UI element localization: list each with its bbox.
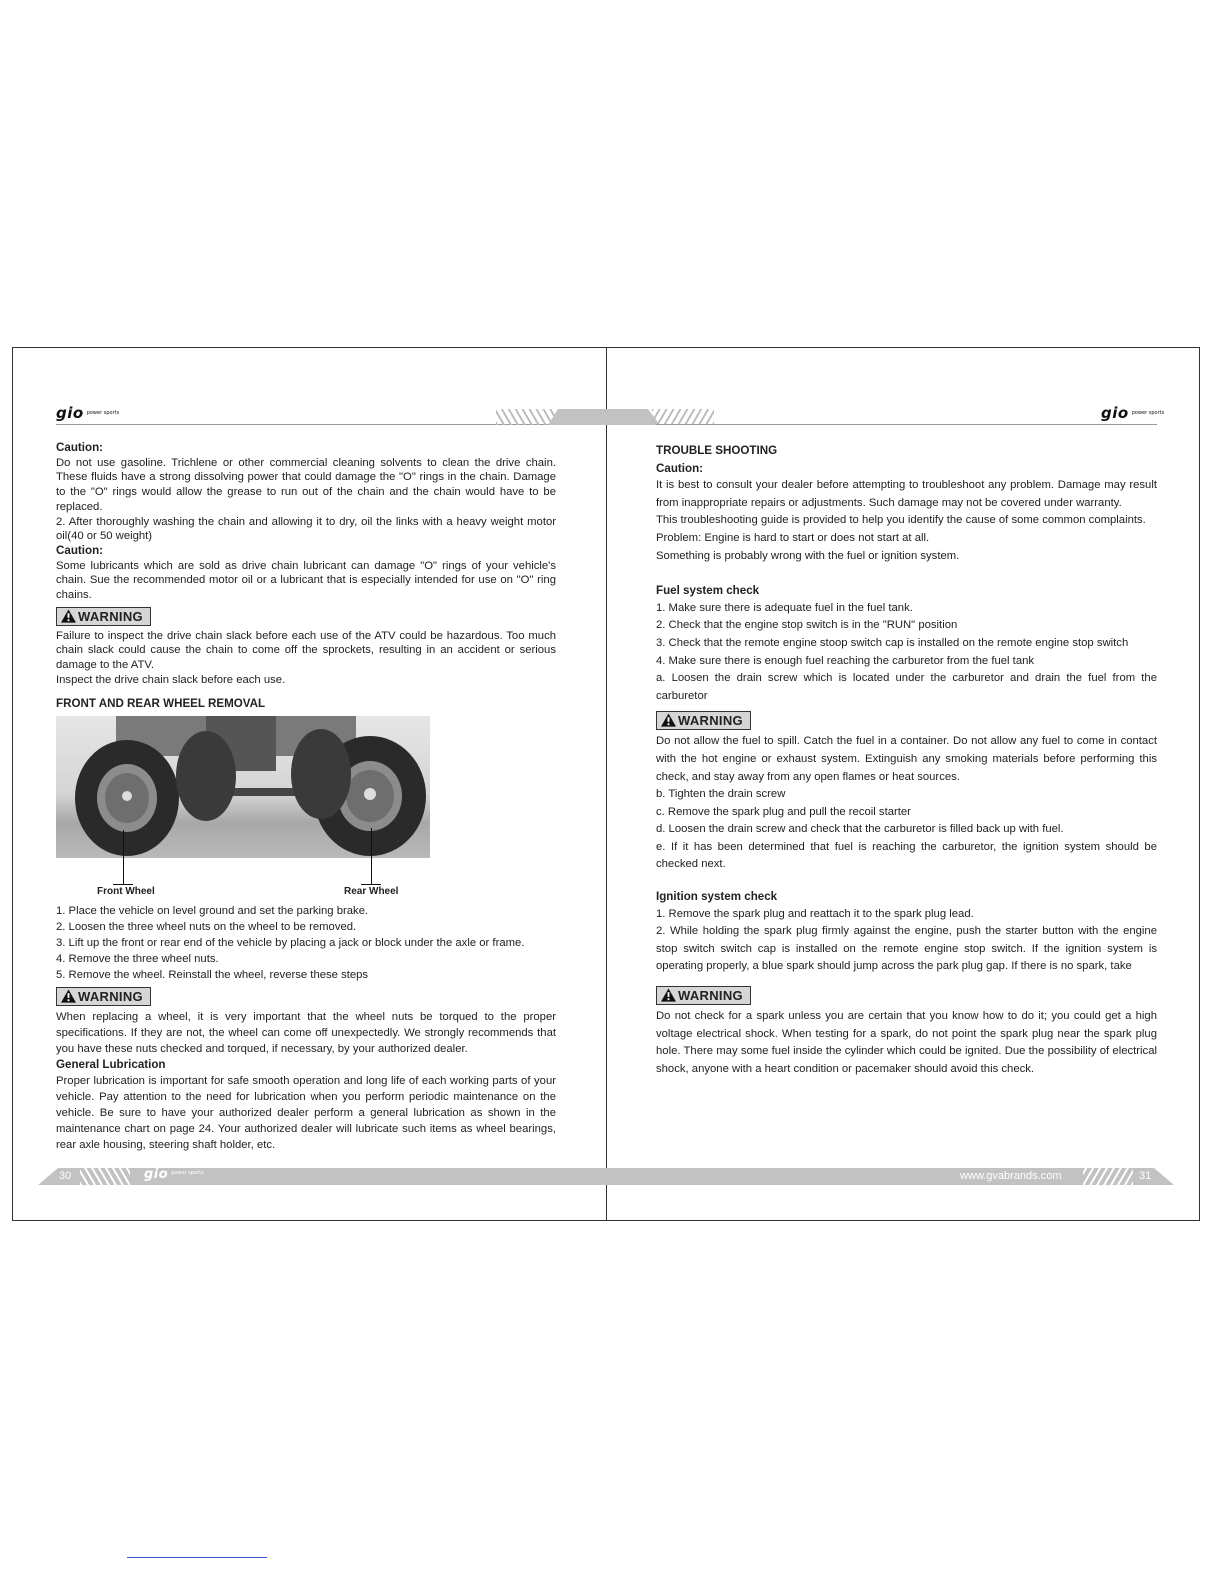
list-item: a. Loosen the drain screw which is located under the carburetor and drain the fuel from the carburetor (656, 672, 1157, 702)
section-heading: Ignition system check (656, 890, 778, 904)
caution-text: Do not use gasoline. Trichlene or other commercial cleaning solvents to clean the drive chain. These fluids have a strong dissolving power that could damage the "O" rings in the chain. Damage to the "O" rings would allow the grease to run out of the chain and the chain would have to be replaced. (56, 456, 556, 513)
rear-wheel-label: Rear Wheel (344, 886, 399, 897)
caution-title: Caution: (656, 461, 704, 475)
atv-image (56, 716, 430, 858)
header-hatch-left (496, 409, 556, 425)
list-item: 2. Loosen the three wheel nuts on the wheel to be removed. (56, 921, 357, 933)
front-wheel-label: Front Wheel (97, 886, 155, 897)
paragraph: Problem: Engine is hard to start or does not start at all. (656, 531, 930, 544)
list-item: 5. Remove the wheel. Reinstall the wheel, reverse these steps (56, 969, 369, 981)
rear-wheel-leader (371, 828, 372, 884)
footer-hatch-left (80, 1168, 130, 1185)
section-heading: Fuel system check (656, 584, 760, 598)
atv-wheel-photo (56, 716, 430, 858)
section-heading: FRONT AND REAR WHEEL REMOVAL (56, 696, 266, 710)
front-wheel-leader-foot (113, 884, 133, 885)
footer-logo: gio $^{power sports}$ (144, 1167, 204, 1182)
warning-text: Do not check for a spark unless you are certain that you know how to do it; you could get a high voltage electrical shock. When testing for a spark, do not point the spark plug near the spark plug hole. There may some fuel inside the cylinder which could be ignited. Due the possibility of electrical shock, anyone with a heart condition or pacemaker should avoid this check. (656, 1010, 1157, 1075)
paragraph: Something is probably wrong with the fuel or ignition system. (656, 549, 960, 562)
list-item: 1. Place the vehicle on level ground and set the parking brake. (56, 905, 369, 917)
paragraph: Proper lubrication is important for safe smooth operation and long life of each working parts of your vehicle. Pay attention to the need for lubrication when you perform periodic maintenance on the vehicle. Be sure to have your authorized dealer perform a general lubrication as shown in the maintenance chart on page 24. Your authorized dealer will lubricate such items as wheel bearings, rear axle housing, steering shaft holder, etc. (56, 1075, 556, 1151)
warning-badge: WARNING (56, 607, 151, 626)
step-text: 2. After thoroughly washing the chain and allowing it to dry, oil the links with a heavy weight motor oil(40 or 50 weight) (56, 515, 556, 543)
right-page-column (656, 442, 1157, 1078)
warning-badge: WARNING (56, 987, 151, 1006)
header-rule-left (56, 424, 556, 425)
page-number-left: 30 (59, 1170, 72, 1182)
warning-badge: WARNING (656, 986, 751, 1005)
list-item: 1. Remove the spark plug and reattach it to the spark plug lead. (656, 907, 974, 920)
front-wheel-leader (123, 830, 124, 884)
header-rule-right (656, 424, 1157, 425)
warning-text: Failure to inspect the drive chain slack before each use of the ATV could be hazardous. Too much chain slack could cause the chain to come off the sprockets, resulting in an accident or serious damage to the ATV. (56, 629, 556, 672)
paragraph: This troubleshooting guide is provided to help you identify the cause of some common complaints. (656, 514, 1146, 527)
list-item: 4. Remove the three wheel nuts. (56, 953, 219, 965)
list-item: 2. Check that the engine stop switch is in the "RUN" position (656, 619, 958, 632)
left-page-column (56, 441, 556, 711)
page-divider (606, 347, 607, 1221)
brand-logo-right: gio $^{power sports}$ (1101, 404, 1165, 422)
section-heading: General Lubrication (56, 1058, 166, 1071)
list-item: 4. Make sure there is enough fuel reaching the carburetor from the fuel tank (656, 654, 1035, 667)
header-band (548, 409, 660, 425)
caution-text: It is best to consult your dealer before attempting to troubleshoot any problem. Damage may result from inappropriate repairs or adjustments. Such damage may not be covered under warranty. (656, 479, 1157, 509)
left-page-column-lower (56, 903, 556, 1153)
brand-logo-left: gio $^{power sports}$ (56, 404, 120, 422)
header-hatch-right (652, 409, 714, 425)
warning-triangle-icon (661, 713, 676, 727)
warning-text: Inspect the drive chain slack before each use. (56, 673, 286, 686)
list-item: 2. While holding the spark plug firmly against the engine, push the starter button with the engine stop switch switch cap is installed on the remote engine stop switch. If the ignition system is operating properly, a blue spark should jump across the park plug gap. If there is no spark, take (656, 925, 1157, 973)
list-item: d. Loosen the drain screw and check that the carburetor is filled back up with fuel. (656, 823, 1064, 836)
warning-text: Do not allow the fuel to spill. Catch the fuel in a container. Do not allow any fuel to come in contact with the hot engine or exhaust system. Extinguish any smoking materials before performing this check, and stay away from any open flames or heat sources. (656, 735, 1157, 783)
list-item: 1. Make sure there is adequate fuel in the fuel tank. (656, 601, 913, 614)
list-item: 3. Check that the remote engine stoop switch cap is installed on the remote engine stop switch (656, 636, 1129, 649)
caution-text: Some lubricants which are sold as drive chain lubricant can damage "O" rings of your vehicle's chain. Sue the recommended motor oil or a lubricant that is especially intended for use on "O" ring chains. (56, 559, 556, 602)
stray-link-underline (127, 1557, 267, 1558)
warning-triangle-icon (61, 609, 76, 623)
warning-triangle-icon (661, 988, 676, 1002)
warning-triangle-icon (61, 989, 76, 1003)
footer-hatch-right (1083, 1168, 1133, 1185)
page-number-right: 31 (1139, 1170, 1152, 1182)
list-item: c. Remove the spark plug and pull the recoil starter (656, 805, 911, 818)
warning-badge: WARNING (656, 711, 751, 730)
list-item: b. Tighten the drain screw (656, 788, 786, 801)
website-link[interactable]: www.gvabrands.com (960, 1170, 1062, 1182)
caution-title: Caution: (56, 543, 104, 557)
section-heading: TROUBLE SHOOTING (656, 444, 778, 457)
list-item: e. If it has been determined that fuel is reaching the carburetor, the ignition system should be checked next. (656, 840, 1157, 871)
warning-text: When replacing a wheel, it is very important that the wheel nuts be torqued to the proper specifications. If they are not, the wheel can come off unexpectedly. We strongly recommends that you have these nuts checked and torqued, if necessary, by your authorized dealer. (56, 1011, 556, 1055)
caution-title: Caution: (56, 441, 104, 454)
rear-wheel-leader-foot (361, 884, 381, 885)
list-item: 3. Lift up the front or rear end of the vehicle by placing a jack or block under the axle or frame. (56, 937, 525, 949)
